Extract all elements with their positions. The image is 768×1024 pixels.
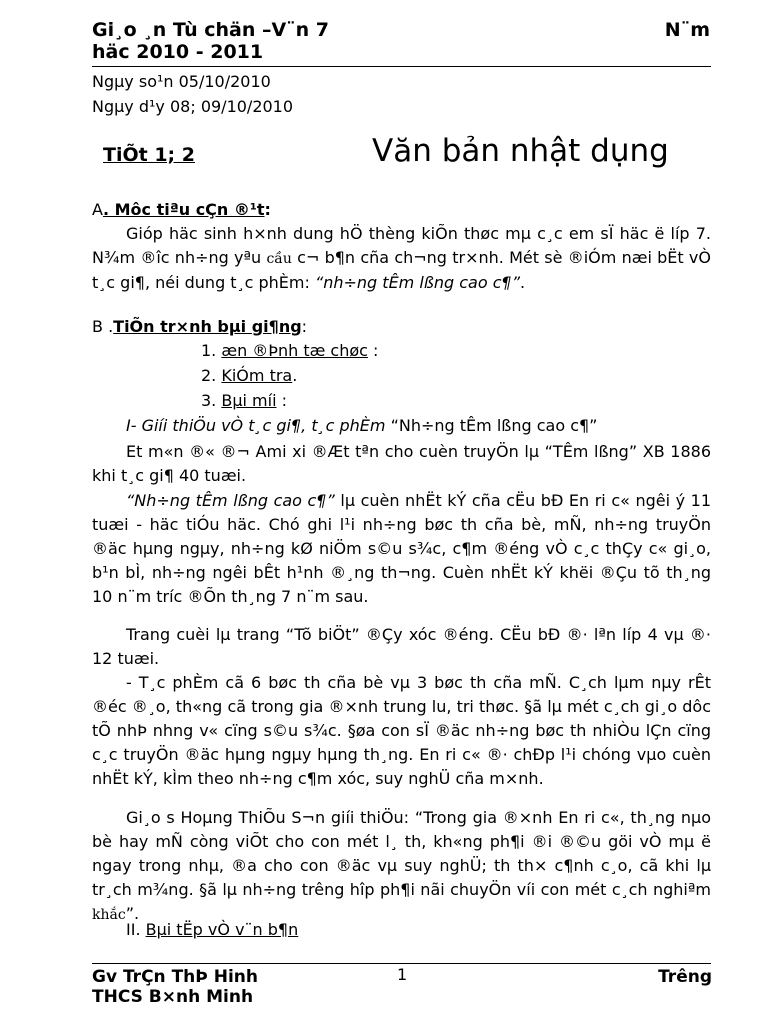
date-written: Ngµy so¹n 05/10/2010 [92, 72, 271, 91]
footer-school: THCS B×nh Minh [92, 987, 254, 1007]
footer-school-label: Trêng [658, 967, 712, 987]
paragraph-3 [92, 623, 711, 671]
paragraph-5-serif-word: khắc [92, 907, 126, 923]
step-2-end: . [292, 366, 298, 385]
step-2-number: 2. [201, 366, 222, 385]
paragraph-3-text: Trang cuèi lµ trang “Tõ biÖt” ®Çy xóc ®éng. CËu bÐ ®· lªn líp 4 vµ ®· 12 tuæi. [92, 625, 711, 668]
paragraph-5 [92, 806, 711, 927]
intro-italic: I- Giíi thiÖu vÒ t¸c gi¶, t¸c phÈm [126, 416, 386, 435]
lesson-period: TiÕt 1; 2 [103, 144, 195, 166]
section-b-colon: : [301, 317, 308, 336]
header-rule [92, 66, 711, 67]
part-2-label: Bµi tËp vÒ v¨n b¶n [145, 920, 299, 939]
intro-line [126, 416, 597, 435]
step-3-label: Bµi míi [221, 391, 277, 410]
section-a-serif-word: cầu [266, 251, 292, 267]
section-a-prefix: A [92, 200, 103, 219]
part-2-prefix: II. [126, 920, 146, 939]
section-a-body [92, 222, 711, 295]
paragraph-1 [92, 440, 711, 488]
paragraph-4-text: - T¸c phÈm cã 6 bøc th cña bè vµ 3 bøc th cña mÑ. C¸ch lµm nµy rÊt ®éc ®¸o, th«ng cã trong gia ®×nh trung lu, tri thøc. §ã lµ mét c¸ch gi¸o dôc tÕ nhÞ nhng v« cïng s©u s¾c. §øa con sÏ ®äc nh÷ng bøc th nhiÒu lÇn cïng c¸c truyÖn ®äc hµng ngµy hµng th¸ng. En ri c« ®· chÐp l¹i chóng vµo cuèn nhËt kÝ, kÌm theo nh÷ng c¶m xóc, suy nghÜ cña m×nh. [92, 673, 711, 788]
section-b-label: TiÕn tr×nh bµi gi¶ng [113, 317, 302, 336]
paragraph-2-text: lµ cuèn nhËt kÝ cña cËu bÐ En ri c« ngêi ý 11 tuæi - häc tiÓu häc. Chó ghi l¹i nh÷ng bøc th cña bè, mÑ, nh÷ng truyÖn ®äc hµng ngµy, nh÷ng kØ niÖm s©u s¾c, c¶m ®éng vÒ c¸c thÇy c« gi¸o, b¹n bÌ, nh÷ng ngêi bÊt h¹nh ®¸ng th¬ng. Cuèn nhËt kÝ khëi ®Çu tõ th¸ng 10 n¨m tríc ®Õn th¸ng 7 n¨m sau. [92, 491, 712, 606]
footer-rule [92, 963, 711, 964]
section-a-quote: “nh÷ng tÊm lßng cao c¶” [314, 273, 520, 292]
step-1-end: : [367, 341, 379, 360]
intro-rest: “Nh÷ng tÊm lßng cao c¶” [385, 416, 598, 435]
section-a-colon: : [264, 200, 271, 219]
section-a-text-1: Gióp häc sinh h×nh dung hÖ thèng kiÕn thøc mµ c¸c em sÏ häc ë líp 7. N¾m ®îc nh÷ng yªu [92, 224, 711, 267]
step-3 [201, 391, 287, 410]
paragraph-5-end: ”. [125, 904, 140, 923]
step-2 [201, 366, 297, 385]
step-3-number: 3. [201, 391, 222, 410]
header-year-label: N¨m [664, 19, 710, 41]
section-a-heading [92, 198, 711, 222]
paragraph-5-text: Gi¸o s Hoµng ThiÕu S¬n giíi thiÖu: “Trong gia ®×nh En ri c«, th¸ng nµo bè hay mÑ còng viÕt cho con mét l¸ th, kh«ng ph¶i ®i ®©u göi vÒ mµ ë ngay trong nhµ, ®a cho con ®äc vµ suy nghÜ; th th× c¶nh c¸o, cã khi lµ tr¸ch m¾ng. §ã lµ nh÷ng trêng hîp ph¶i nãi chuyÖn víi con mét c¸ch nghiªm [92, 808, 711, 899]
section-b-prefix: B . [92, 317, 114, 336]
header-title: Gi¸o ¸n Tù chän –V¨n 7 [92, 19, 330, 41]
section-a-text-2: c¬ b¶n cña ch¬ng tr×nh. Mét sè ®iÓm næi bËt vÒ t¸c gi¶, néi dung t¸c phÈm: [92, 248, 711, 292]
step-1 [201, 341, 378, 360]
section-b-heading [92, 315, 711, 339]
date-taught: Ngµy d¹y 08; 09/10/2010 [92, 97, 294, 116]
step-2-label: KiÓm tra [221, 366, 293, 385]
step-1-number: 1. [201, 341, 222, 360]
step-1-label: æn ®Þnh tæ chøc [221, 341, 368, 360]
paragraph-4 [92, 671, 711, 791]
paragraph-1-text: Et m«n ®« ®¬ Ami xi ®Æt tªn cho cuèn truyÖn lµ “TÊm lßng” XB 1886 khi t¸c gi¶ 40 tuæi. [92, 442, 711, 485]
paragraph-2-quote: “Nh÷ng tÊm lßng cao c¶” [126, 491, 335, 510]
lesson-title: Văn bản nhật dụng [372, 133, 669, 169]
page-number: 1 [397, 965, 408, 984]
section-a-end: . [520, 273, 526, 292]
paragraph-2 [92, 489, 711, 609]
step-3-end: : [276, 391, 288, 410]
section-a-label: . Môc tiªu cÇn ®¹t [102, 200, 265, 219]
header-school-year: häc 2010 - 2011 [92, 41, 264, 63]
part-2-heading [126, 920, 298, 939]
footer-teacher: Gv TrÇn ThÞ Hinh [92, 967, 258, 987]
